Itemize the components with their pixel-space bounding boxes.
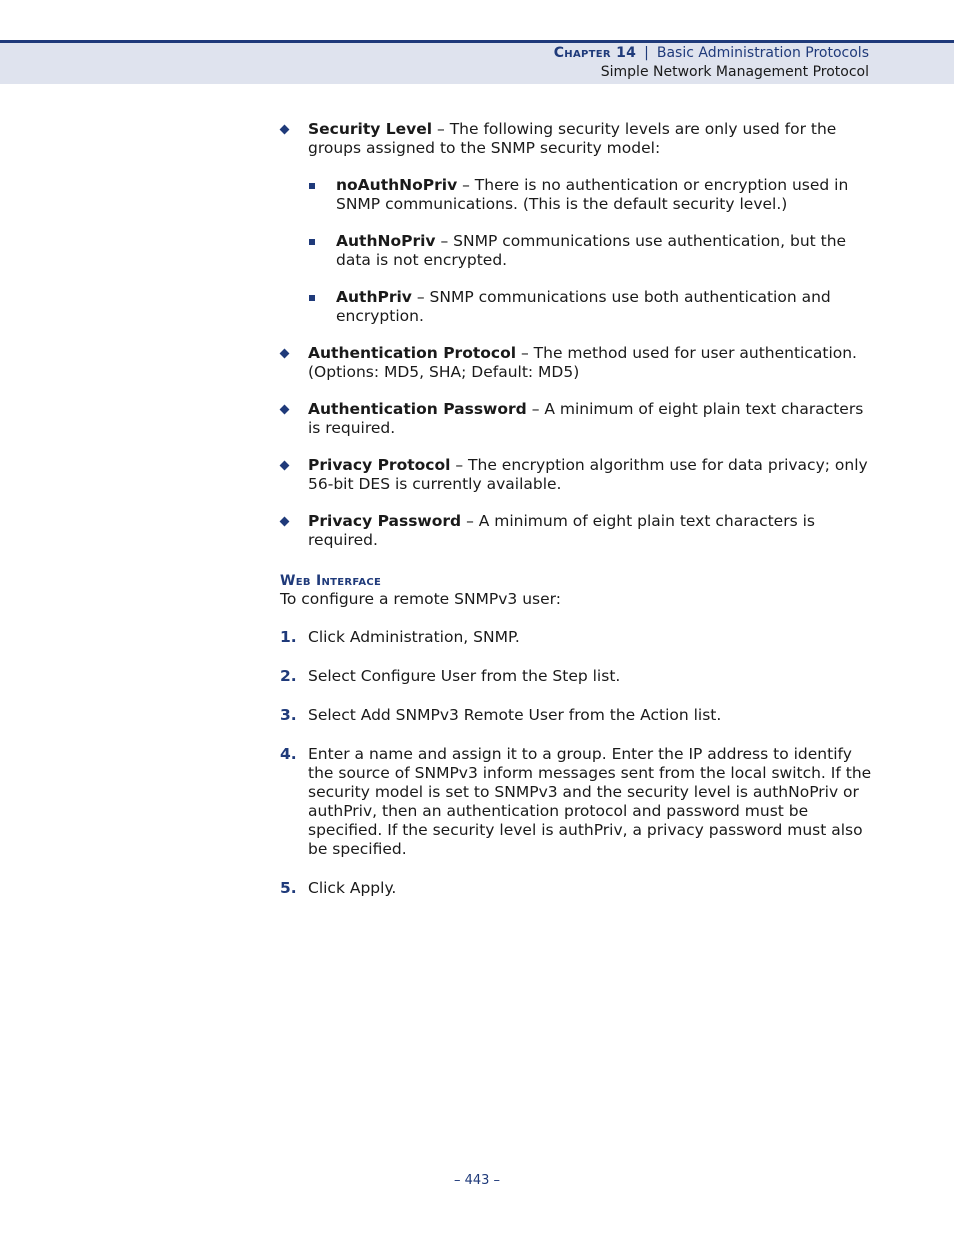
header-separator: |	[644, 45, 649, 61]
running-header-chapter	[554, 45, 869, 61]
step-text: Click Administration, SNMP.	[308, 628, 520, 646]
sub-bullet-term: noAuthNoPriv	[336, 176, 458, 194]
step-text: Select Add SNMPv3 Remote User from the Action list.	[308, 706, 722, 724]
step-number: 1.	[280, 628, 297, 646]
sub-bullet-text: – SNMP communications use authentication, but the data is not encrypted.	[336, 232, 847, 269]
square-bullet-icon	[309, 183, 315, 189]
sub-bullet-authpriv	[280, 288, 872, 326]
sub-bullet-authnopriv	[280, 232, 872, 270]
bullet-privacy-password	[280, 512, 872, 550]
step-item	[280, 745, 872, 859]
bullet-text: – The method used for user authentication. (Options: MD5, SHA; Default: MD5)	[308, 344, 857, 381]
diamond-bullet-icon	[280, 125, 290, 135]
bullet-text: – A minimum of eight plain text characters is required.	[308, 400, 864, 437]
square-bullet-icon	[309, 239, 315, 245]
bullet-term: Authentication Protocol	[308, 344, 517, 362]
diamond-bullet-icon	[280, 349, 290, 359]
page-number: – 443 –	[453, 1173, 501, 1188]
step-text: Enter a name and assign it to a group. Enter the IP address to identify the source of SNMPv3 inform messages sent from the local switch. If the security model is set to SNMPv3 and the security level is authNoPriv or authPriv, then an authentication protocol and password must be specified. If the security level is authPriv, a privacy password must also be specified.	[308, 745, 872, 858]
step-number: 4.	[280, 745, 297, 763]
step-number: 2.	[280, 667, 297, 685]
bullet-term: Privacy Password	[308, 512, 462, 530]
chapter-label: Chapter 14	[553, 45, 637, 61]
bullet-authentication-protocol	[280, 344, 872, 382]
step-number: 3.	[280, 706, 297, 724]
step-item	[280, 879, 872, 898]
diamond-bullet-icon	[280, 461, 290, 471]
bullet-term: Authentication Password	[308, 400, 527, 418]
bullet-term: Privacy Protocol	[308, 456, 451, 474]
bullet-security-level	[280, 120, 872, 158]
square-bullet-icon	[309, 295, 315, 301]
sub-bullet-term: AuthPriv	[336, 288, 412, 306]
bullet-term: Security Level	[308, 120, 433, 138]
running-header-section: Simple Network Management Protocol	[600, 64, 869, 80]
sub-bullet-term: AuthNoPriv	[336, 232, 436, 250]
step-number: 5.	[280, 879, 297, 897]
section-heading-web-interface: Web Interface	[280, 573, 382, 589]
step-item	[280, 628, 872, 647]
step-item	[280, 667, 872, 686]
chapter-title: Basic Administration Protocols	[656, 45, 869, 61]
step-text: Select Configure User from the Step list.	[308, 667, 621, 685]
diamond-bullet-icon	[280, 517, 290, 527]
bullet-authentication-password	[280, 400, 872, 438]
web-interface-intro: To configure a remote SNMPv3 user:	[280, 590, 561, 608]
diamond-bullet-icon	[280, 405, 290, 415]
sub-bullet-text: – SNMP communications use both authentication and encryption.	[336, 288, 831, 325]
step-text: Click Apply.	[308, 879, 397, 897]
sub-bullet-noauthnopriv	[280, 176, 872, 214]
bullet-text: – The encryption algorithm use for data privacy; only 56-bit DES is currently available.	[308, 456, 868, 493]
page-content	[280, 120, 872, 918]
bullet-privacy-protocol	[280, 456, 872, 494]
bullet-text: – A minimum of eight plain text characters is required.	[308, 512, 815, 549]
step-item	[280, 706, 872, 725]
bullet-text: – The following security levels are only used for the groups assigned to the SNMP security model:	[308, 120, 837, 157]
sub-bullet-text: – There is no authentication or encryption used in SNMP communications. (This is the default security level.)	[336, 176, 849, 213]
